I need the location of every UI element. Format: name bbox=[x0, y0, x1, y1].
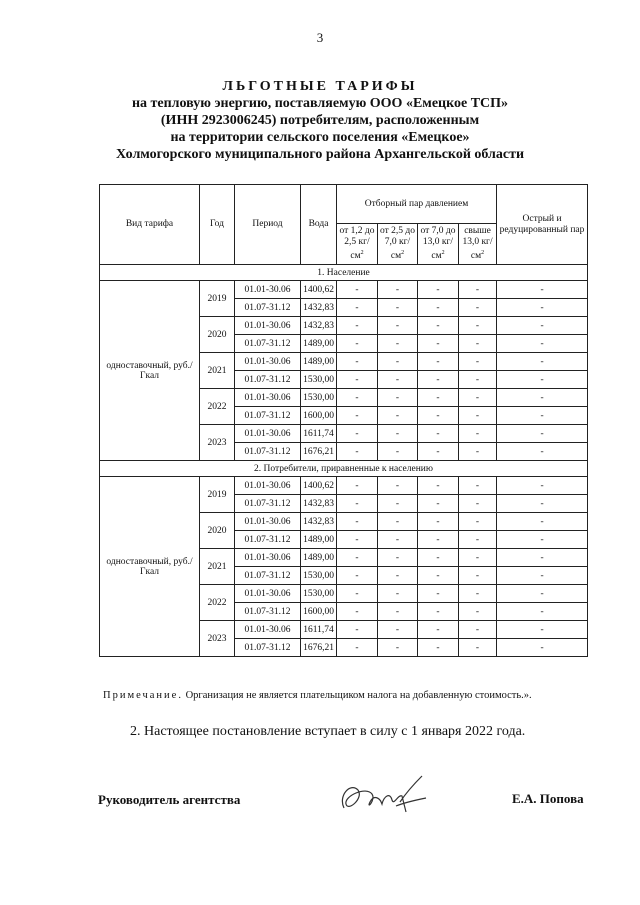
empty-tariff-cell: - bbox=[459, 621, 497, 639]
empty-tariff-cell: - bbox=[337, 621, 378, 639]
period-cell: 01.07-31.12 bbox=[235, 567, 301, 585]
header-pressure-1: от 1,2 до 2,5 $кг/см^2$ bbox=[337, 224, 378, 265]
empty-tariff-cell: - bbox=[378, 567, 418, 585]
water-tariff-cell: 1432,83 bbox=[301, 513, 337, 531]
water-tariff-cell: 1432,83 bbox=[301, 317, 337, 335]
decree-text: 2. Настоящее постановление вступает в силу с 1 января 2022 года. bbox=[130, 724, 526, 739]
page-number: 3 bbox=[316, 30, 324, 45]
water-tariff-cell: 1400,62 bbox=[301, 281, 337, 299]
tariff-table bbox=[99, 184, 588, 657]
empty-tariff-cell: - bbox=[418, 281, 459, 299]
empty-tariff-cell: - bbox=[337, 567, 378, 585]
title-line-5: Холмогорского муниципального района Архангельской области bbox=[115, 147, 525, 162]
water-tariff-cell: 1489,00 bbox=[301, 353, 337, 371]
tariff-type-cell: одноставочный, руб./Гкал bbox=[100, 477, 200, 657]
empty-tariff-cell: - bbox=[459, 567, 497, 585]
empty-tariff-cell: - bbox=[459, 335, 497, 353]
year-cell: 2022 bbox=[200, 585, 235, 621]
year-cell: 2023 bbox=[200, 425, 235, 461]
empty-tariff-cell: - bbox=[337, 603, 378, 621]
empty-tariff-cell: - bbox=[418, 495, 459, 513]
empty-tariff-cell: - bbox=[497, 281, 588, 299]
header-pressure-2: от 2,5 до 7,0 $кг/см^2$ bbox=[378, 224, 418, 265]
empty-tariff-cell: - bbox=[337, 353, 378, 371]
empty-tariff-cell: - bbox=[497, 353, 588, 371]
signer-name: Е.А. Попова bbox=[512, 791, 584, 806]
empty-tariff-cell: - bbox=[337, 389, 378, 407]
empty-tariff-cell: - bbox=[459, 639, 497, 657]
empty-tariff-cell: - bbox=[497, 513, 588, 531]
water-tariff-cell: 1600,00 bbox=[301, 407, 337, 425]
period-cell: 01.07-31.12 bbox=[235, 603, 301, 621]
empty-tariff-cell: - bbox=[378, 495, 418, 513]
empty-tariff-cell: - bbox=[378, 477, 418, 495]
empty-tariff-cell: - bbox=[497, 549, 588, 567]
empty-tariff-cell: - bbox=[497, 443, 588, 461]
period-cell: 01.01-30.06 bbox=[235, 549, 301, 567]
empty-tariff-cell: - bbox=[337, 281, 378, 299]
year-cell: 2023 bbox=[200, 621, 235, 657]
year-cell: 2022 bbox=[200, 389, 235, 425]
section-title: 1. Население bbox=[100, 265, 588, 281]
empty-tariff-cell: - bbox=[418, 513, 459, 531]
empty-tariff-cell: - bbox=[418, 443, 459, 461]
empty-tariff-cell: - bbox=[378, 407, 418, 425]
water-tariff-cell: 1611,74 bbox=[301, 425, 337, 443]
empty-tariff-cell: - bbox=[337, 531, 378, 549]
water-tariff-cell: 1489,00 bbox=[301, 335, 337, 353]
empty-tariff-cell: - bbox=[497, 477, 588, 495]
header-sharp-steam: Острый и редуцированный пар bbox=[497, 185, 588, 265]
empty-tariff-cell: - bbox=[459, 281, 497, 299]
water-tariff-cell: 1676,21 bbox=[301, 639, 337, 657]
empty-tariff-cell: - bbox=[418, 353, 459, 371]
empty-tariff-cell: - bbox=[378, 389, 418, 407]
period-cell: 01.01-30.06 bbox=[235, 281, 301, 299]
empty-tariff-cell: - bbox=[459, 495, 497, 513]
empty-tariff-cell: - bbox=[418, 639, 459, 657]
empty-tariff-cell: - bbox=[418, 371, 459, 389]
empty-tariff-cell: - bbox=[337, 549, 378, 567]
water-tariff-cell: 1530,00 bbox=[301, 389, 337, 407]
title-line-4: на территории сельского поселения «Емецкое» bbox=[170, 130, 470, 145]
period-cell: 01.07-31.12 bbox=[235, 371, 301, 389]
empty-tariff-cell: - bbox=[378, 549, 418, 567]
document-title bbox=[40, 78, 600, 163]
period-cell: 01.01-30.06 bbox=[235, 353, 301, 371]
empty-tariff-cell: - bbox=[459, 299, 497, 317]
empty-tariff-cell: - bbox=[459, 549, 497, 567]
water-tariff-cell: 1400,62 bbox=[301, 477, 337, 495]
period-cell: 01.07-31.12 bbox=[235, 443, 301, 461]
water-tariff-cell: 1530,00 bbox=[301, 567, 337, 585]
header-pressure-3: от 7,0 до 13,0 $кг/см^2$ bbox=[418, 224, 459, 265]
empty-tariff-cell: - bbox=[459, 443, 497, 461]
water-tariff-cell: 1600,00 bbox=[301, 603, 337, 621]
water-tariff-cell: 1676,21 bbox=[301, 443, 337, 461]
empty-tariff-cell: - bbox=[378, 639, 418, 657]
empty-tariff-cell: - bbox=[459, 513, 497, 531]
empty-tariff-cell: - bbox=[418, 531, 459, 549]
empty-tariff-cell: - bbox=[497, 389, 588, 407]
empty-tariff-cell: - bbox=[378, 531, 418, 549]
empty-tariff-cell: - bbox=[459, 603, 497, 621]
year-cell: 2020 bbox=[200, 513, 235, 549]
empty-tariff-cell: - bbox=[497, 407, 588, 425]
empty-tariff-cell: - bbox=[337, 407, 378, 425]
empty-tariff-cell: - bbox=[497, 531, 588, 549]
empty-tariff-cell: - bbox=[418, 549, 459, 567]
title-line-1: ЛЬГОТНЫЕ ТАРИФЫ bbox=[222, 79, 418, 94]
empty-tariff-cell: - bbox=[337, 425, 378, 443]
section-header-row bbox=[100, 265, 588, 281]
period-cell: 01.01-30.06 bbox=[235, 317, 301, 335]
water-tariff-cell: 1530,00 bbox=[301, 585, 337, 603]
year-cell: 2020 bbox=[200, 317, 235, 353]
empty-tariff-cell: - bbox=[459, 317, 497, 335]
section-title: 2. Потребители, приравненные к населению bbox=[100, 461, 588, 477]
handwritten-signature bbox=[336, 772, 428, 824]
table-row bbox=[100, 477, 588, 495]
empty-tariff-cell: - bbox=[459, 389, 497, 407]
empty-tariff-cell: - bbox=[378, 585, 418, 603]
empty-tariff-cell: - bbox=[418, 477, 459, 495]
empty-tariff-cell: - bbox=[497, 621, 588, 639]
period-cell: 01.07-31.12 bbox=[235, 407, 301, 425]
empty-tariff-cell: - bbox=[497, 317, 588, 335]
empty-tariff-cell: - bbox=[337, 335, 378, 353]
tariff-type-cell: одноставочный, руб./Гкал bbox=[100, 281, 200, 461]
empty-tariff-cell: - bbox=[378, 425, 418, 443]
empty-tariff-cell: - bbox=[337, 639, 378, 657]
period-cell: 01.01-30.06 bbox=[235, 389, 301, 407]
period-cell: 01.01-30.06 bbox=[235, 585, 301, 603]
signer-position: Руководитель агентства bbox=[98, 792, 241, 807]
period-cell: 01.07-31.12 bbox=[235, 495, 301, 513]
empty-tariff-cell: - bbox=[459, 585, 497, 603]
empty-tariff-cell: - bbox=[337, 443, 378, 461]
empty-tariff-cell: - bbox=[337, 477, 378, 495]
empty-tariff-cell: - bbox=[497, 567, 588, 585]
period-cell: 01.07-31.12 bbox=[235, 299, 301, 317]
empty-tariff-cell: - bbox=[418, 621, 459, 639]
empty-tariff-cell: - bbox=[337, 513, 378, 531]
year-cell: 2019 bbox=[200, 281, 235, 317]
empty-tariff-cell: - bbox=[378, 603, 418, 621]
water-tariff-cell: 1489,00 bbox=[301, 531, 337, 549]
empty-tariff-cell: - bbox=[378, 335, 418, 353]
empty-tariff-cell: - bbox=[418, 407, 459, 425]
note-label: Примечание. bbox=[103, 690, 183, 701]
year-cell: 2021 bbox=[200, 549, 235, 585]
water-tariff-cell: 1432,83 bbox=[301, 299, 337, 317]
empty-tariff-cell: - bbox=[497, 299, 588, 317]
header-tariff-type: Вид тарифа bbox=[100, 185, 200, 265]
empty-tariff-cell: - bbox=[337, 495, 378, 513]
water-tariff-cell: 1530,00 bbox=[301, 371, 337, 389]
table-row bbox=[100, 281, 588, 299]
header-year: Год bbox=[200, 185, 235, 265]
empty-tariff-cell: - bbox=[378, 317, 418, 335]
empty-tariff-cell: - bbox=[378, 299, 418, 317]
empty-tariff-cell: - bbox=[337, 585, 378, 603]
title-line-3: (ИНН 2923006245) потребителям, расположенным bbox=[160, 113, 480, 128]
period-cell: 01.01-30.06 bbox=[235, 477, 301, 495]
empty-tariff-cell: - bbox=[497, 639, 588, 657]
period-cell: 01.07-31.12 bbox=[235, 531, 301, 549]
empty-tariff-cell: - bbox=[418, 567, 459, 585]
empty-tariff-cell: - bbox=[459, 531, 497, 549]
water-tariff-cell: 1611,74 bbox=[301, 621, 337, 639]
empty-tariff-cell: - bbox=[459, 407, 497, 425]
year-cell: 2019 bbox=[200, 477, 235, 513]
period-cell: 01.07-31.12 bbox=[235, 335, 301, 353]
empty-tariff-cell: - bbox=[418, 317, 459, 335]
header-period: Период bbox=[235, 185, 301, 265]
empty-tariff-cell: - bbox=[418, 425, 459, 443]
empty-tariff-cell: - bbox=[459, 371, 497, 389]
empty-tariff-cell: - bbox=[378, 513, 418, 531]
empty-tariff-cell: - bbox=[497, 335, 588, 353]
period-cell: 01.01-30.06 bbox=[235, 621, 301, 639]
empty-tariff-cell: - bbox=[418, 585, 459, 603]
empty-tariff-cell: - bbox=[337, 371, 378, 389]
note bbox=[103, 690, 532, 701]
empty-tariff-cell: - bbox=[378, 371, 418, 389]
year-cell: 2021 bbox=[200, 353, 235, 389]
empty-tariff-cell: - bbox=[337, 317, 378, 335]
period-cell: 01.01-30.06 bbox=[235, 425, 301, 443]
empty-tariff-cell: - bbox=[378, 621, 418, 639]
period-cell: 01.01-30.06 bbox=[235, 513, 301, 531]
empty-tariff-cell: - bbox=[418, 335, 459, 353]
empty-tariff-cell: - bbox=[378, 443, 418, 461]
note-text: Организация не является плательщиком налога на добавленную стоимость.». bbox=[185, 690, 532, 701]
empty-tariff-cell: - bbox=[418, 603, 459, 621]
water-tariff-cell: 1489,00 bbox=[301, 549, 337, 567]
empty-tariff-cell: - bbox=[418, 389, 459, 407]
empty-tariff-cell: - bbox=[459, 353, 497, 371]
empty-tariff-cell: - bbox=[497, 585, 588, 603]
empty-tariff-cell: - bbox=[497, 603, 588, 621]
title-line-2: на тепловую энергию, поставляемую ООО «Емецкое ТСП» bbox=[131, 96, 509, 111]
period-cell: 01.07-31.12 bbox=[235, 639, 301, 657]
header-pressure-4: свыше 13,0 $кг/см^2$ bbox=[459, 224, 497, 265]
empty-tariff-cell: - bbox=[459, 425, 497, 443]
empty-tariff-cell: - bbox=[378, 281, 418, 299]
empty-tariff-cell: - bbox=[497, 371, 588, 389]
empty-tariff-cell: - bbox=[459, 477, 497, 495]
empty-tariff-cell: - bbox=[497, 425, 588, 443]
header-steam: Отборный пар давлением bbox=[337, 185, 497, 224]
empty-tariff-cell: - bbox=[418, 299, 459, 317]
header-water: Вода bbox=[301, 185, 337, 265]
section-header-row bbox=[100, 461, 588, 477]
empty-tariff-cell: - bbox=[497, 495, 588, 513]
empty-tariff-cell: - bbox=[378, 353, 418, 371]
water-tariff-cell: 1432,83 bbox=[301, 495, 337, 513]
empty-tariff-cell: - bbox=[337, 299, 378, 317]
